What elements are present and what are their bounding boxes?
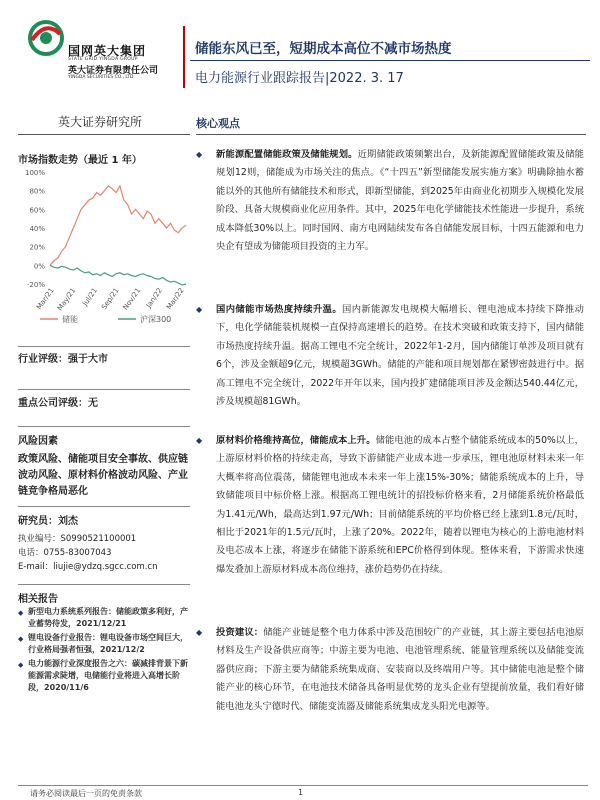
core-point-investment <box>196 624 584 716</box>
core-view-rule <box>196 134 586 135</box>
x-tick-label: Jul/21 <box>81 286 99 308</box>
key-company-rule <box>18 389 190 390</box>
related-report-item[interactable] <box>18 632 190 656</box>
legend-label: 储能 <box>62 315 78 324</box>
logo-subsidiary-en: YINGDA SECURITIES CO., LTD. <box>68 75 135 80</box>
y-tick-label: 80% <box>29 187 45 196</box>
header-rule <box>190 60 590 61</box>
point-body: 储能产业链是整个电力体系中涉及范围较广的产业链，其上游主要包括电池原材料及生产设备供应商等；中游主要为电池、电池管理系统、能量管理系统以及储能变流器供应商；下游主要为储能系统集成商、安装商以及终端用户等。其中储能电池是整个储能产业的核心环节，在电池技术储备具备明显优势的龙头企业有望提前放量，我们看好储能电池龙头宁德时代、储能变流器及储能系统集成龙头阳光电源等。 <box>216 627 584 712</box>
diamond-bullet-icon: ◆ <box>196 628 203 637</box>
point-lead: 新能源配置储能政策及储能规划。 <box>216 149 358 160</box>
diamond-bullet-icon: ◆ <box>196 150 203 159</box>
risk-title: 风险因素 <box>18 436 58 447</box>
analyst-email[interactable]: E-mail：liujie@ydzq.sgcc.com.cn <box>18 562 158 572</box>
research-institute: 英大证券研究所 <box>58 115 143 129</box>
market-index-chart <box>18 166 190 328</box>
x-tick-label: Sep/21 <box>100 286 121 312</box>
point-lead: 原材料价格维持高位，储能成本上升。 <box>216 435 376 446</box>
core-point-policy <box>196 146 584 256</box>
analyst-license: 执业编号：S0990521100001 <box>18 534 137 544</box>
left-column-rule <box>18 134 190 135</box>
analyst-phone: 电话：0755-83007043 <box>18 548 112 558</box>
core-point-market <box>196 301 584 411</box>
core-view-title: 核心观点 <box>196 117 240 130</box>
diamond-bullet-icon: ◆ <box>196 436 203 445</box>
diamond-bullet-icon: ◆ <box>18 661 24 669</box>
related-report-item[interactable] <box>18 606 190 630</box>
logo-emblem-icon <box>24 14 68 58</box>
legend-label: 沪深300 <box>140 315 172 324</box>
report-subtitle: 电力能源行业跟踪报告|2022. 3. 17 <box>195 71 404 86</box>
y-tick-label: 60% <box>29 206 45 215</box>
series-line <box>50 265 186 285</box>
related-rule <box>18 584 190 585</box>
key-company-rating: 重点公司评级：无 <box>18 398 98 409</box>
logo-name-cn: 国网英大集团 <box>68 44 147 58</box>
logo-name-en: STATE GRID YINGDA GROUP <box>68 57 138 62</box>
header-divider <box>183 26 185 88</box>
x-tick-label: Nov/21 <box>121 286 143 312</box>
industry-rating: 行业评级：强于大市 <box>18 354 108 365</box>
diamond-bullet-icon: ◆ <box>18 609 24 617</box>
related-report-item[interactable] <box>18 658 190 694</box>
point-body: 近期储能政策频繁出台，及新能源配置储能政策及储能规划12则，储能成为市场关注的焦点。《“十四五”新型储能发展实施方案》明确除抽水蓄能以外的其他所有储能技术和形式，即新型储能，到2025年由商业化初期步入规模化发展阶段、具备大规模商业化应用条件。其中，2025年电化学储能技术性能进一步提升，系统成本降低30%以上。同时国网、南方电网陆续发布各自储能发展目标，十四五能源和电力央企有望成为储能项目投资的主力军。 <box>216 149 584 253</box>
point-body: 国内新能源发电规模大幅增长、锂电池成本持续下降推动下，电化学储能装机规模一直保持高速增长的趋势。在技术突破和政策支持下，国内储能市场热度持续升温。据高工锂电不完全统计，2022年1-2月，国内储能订单涉及项目就有6个，涉及金额超9亿元，规模超3GWh。储能的产能和项目规划都在紧锣密鼓进行中。据高工锂电不完全统计，2022年开年以来，国内投扩建储能项目涉及金额达540.44亿元，涉及规模超81GWh。 <box>216 304 584 408</box>
diamond-bullet-icon: ◆ <box>18 635 24 643</box>
analyst-rule <box>18 506 190 507</box>
x-tick-label: Jan/22 <box>144 286 164 310</box>
point-lead: 国内储能市场热度持续升温。 <box>216 304 343 315</box>
y-tick-label: 20% <box>29 243 45 252</box>
page-number: 1 <box>298 788 304 797</box>
related-report-text: 锂电设备行业报告：锂电设备市场空间巨大，行业格局强者恒强，2021/12/2 <box>28 633 188 654</box>
risk-rule <box>18 426 190 427</box>
y-tick-label: 40% <box>29 225 45 233</box>
report-headline: 储能东风已至，短期成本高位不减市场热度 <box>195 41 452 57</box>
diamond-bullet-icon: ◆ <box>196 305 203 314</box>
x-tick-label: May/21 <box>55 286 78 313</box>
footer-disclaimer: 请务必阅读最后一页的免责条款 <box>30 789 142 798</box>
x-tick-label: Mar/21 <box>35 286 56 312</box>
related-reports-title: 相关报告 <box>18 594 58 605</box>
point-body: 储能电池的成本占整个储能系统成本的50%以上，上游原材料价格的持续走高，导致下游储能产业成本进一步承压，锂电池原材料未来一年大概率将高位震荡，储能锂电池成本未来一年上涨15%-30%；储能系统成本的上升，导致储能项目中标价格上涨。根据高工锂电统计的招投标价格来看，2月储能系统价格最低为1.41元/Wh，最高达到1.97元/Wh；目前储能系统的平均价格已经上涨到1.8元/瓦时，相比于2021年的1.5元/瓦时，上涨了20%。2022年，随着以锂电为核心的上游电池材料及电芯成本上涨，将逐步在储能下游系统和EPC价格得到体现。整体来看，下游需求快速爆发叠加上游原材料成本高位维持，涨价趋势仍在持续。 <box>216 435 584 575</box>
core-point-cost <box>196 432 584 579</box>
related-report-text: 电力能源行业深度报告之六：碳减排背景下新能源需求陡增，电储能行业将进入高增长阶段，2020/11/6 <box>28 659 188 692</box>
x-tick-label: Mar/22 <box>165 286 186 312</box>
related-reports-list <box>18 606 190 696</box>
y-tick-label: -20% <box>26 281 45 289</box>
logo-subsidiary-cn: 英大证券有限责任公司 <box>68 66 159 76</box>
chart-title: 市场指数走势（最近 1 年） <box>18 155 142 166</box>
rating-rule <box>18 346 190 347</box>
footer-rule <box>18 785 588 786</box>
point-lead: 投资建议： <box>216 627 264 638</box>
analyst-name: 研究员：刘杰 <box>18 516 78 527</box>
series-line <box>50 186 186 265</box>
risk-factors: 政策风险、储能项目安全事故、供应链波动风险、原材料价格波动风险、产业链竞争格局恶化 <box>18 454 188 497</box>
y-tick-label: 100% <box>24 169 45 177</box>
y-tick-label: 0% <box>33 262 45 271</box>
related-report-text: 新型电力系统系列报告：储能政策多利好，产业蓄势待发，2021/12/21 <box>28 607 188 628</box>
